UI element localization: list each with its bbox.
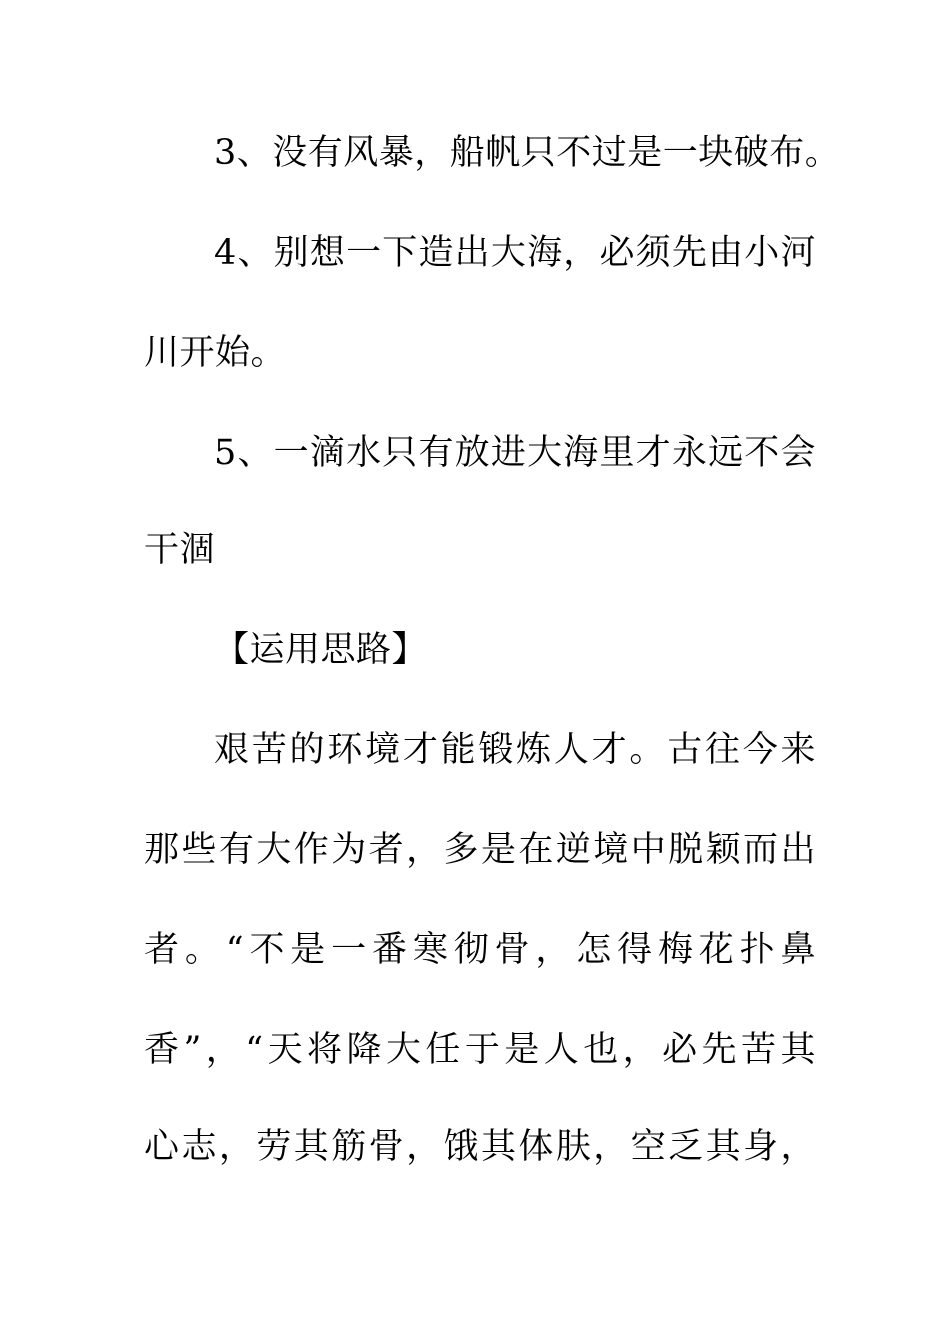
quote-item-5-line-2: 干涸: [144, 530, 216, 570]
quote-item-4-line-1: 4、别想一下造出大海，必须先由小河: [214, 233, 816, 273]
paragraph-line-5: 心志，劳其筋骨，饿其体肤，空乏其身，: [144, 1127, 816, 1167]
paragraph-line-3: 者。“不是一番寒彻骨，怎得梅花扑鼻: [144, 930, 816, 970]
quote-item-5-line-1: 5、一滴水只有放进大海里才永远不会: [214, 433, 816, 473]
section-heading: 【运用思路】: [214, 630, 428, 670]
paragraph-line-1: 艰苦的环境才能锻炼人才。古往今来: [214, 730, 816, 770]
quote-item-3: 3、没有风暴，船帆只不过是一块破布。: [214, 133, 841, 173]
quote-item-4-line-2: 川开始。: [144, 333, 287, 373]
paragraph-line-4: 香”，“天将降大任于是人也，必先苦其: [144, 1030, 816, 1070]
paragraph-line-2: 那些有大作为者，多是在逆境中脱颖而出: [144, 830, 816, 870]
